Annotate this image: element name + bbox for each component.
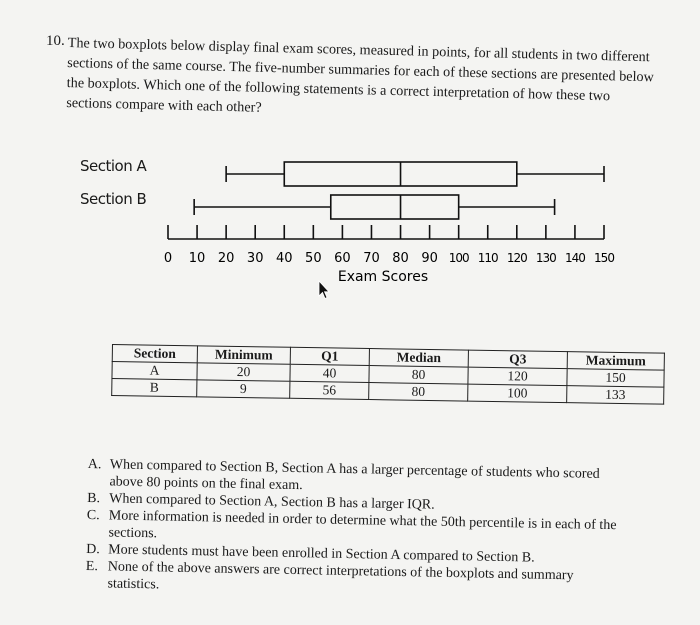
- section-b-label: Section B: [80, 190, 147, 208]
- axis-title: Exam Scores: [337, 269, 429, 285]
- tick-label: 30: [246, 251, 264, 266]
- col-header: Minimum: [197, 346, 290, 364]
- tick-label: 120: [506, 251, 527, 265]
- tick-label: 60: [334, 251, 351, 266]
- tick-label: 80: [392, 251, 409, 266]
- table-cell: 40: [290, 364, 369, 382]
- table-cell: 100: [468, 384, 567, 403]
- choice-text: When compared to Section A, Section B has a larger IQR.: [109, 491, 435, 513]
- axis-layer: [164, 225, 614, 266]
- choice-letter: B.: [87, 490, 101, 507]
- tick-label: 150: [594, 251, 614, 265]
- tick-label: 40: [275, 251, 293, 266]
- table-cell: 20: [197, 363, 290, 381]
- tick-label: 50: [305, 251, 322, 266]
- choice-text: More students must have been enrolled in Section A compared to Section B.: [108, 542, 535, 566]
- table-cell: 150: [567, 369, 664, 388]
- section-b-box: [331, 195, 459, 219]
- table-cell: B: [112, 379, 197, 397]
- col-header: Section: [112, 345, 197, 363]
- tick-label: 90: [421, 251, 438, 266]
- choice-text: More information is needed in order to determine what the 50th percentile is in each of the sections.: [108, 508, 617, 542]
- table-cell: 9: [197, 380, 290, 398]
- tick-label: 70: [363, 251, 380, 266]
- choice-text: None of the above answers are correct interpretations of the boxplots and summary statistics.: [107, 559, 574, 593]
- table-cell: 133: [567, 386, 664, 405]
- mouse-cursor-icon: [317, 280, 331, 300]
- answer-choices: [85, 456, 628, 602]
- choice-letter: E.: [85, 558, 99, 575]
- col-header: Maximum: [567, 352, 664, 371]
- question-text: The two boxplots below display final exam scores, measured in points, for all students in two different sections of the same course. The five-number summaries for each of these sections are presented below the boxplots. Which one of the following statements is a correct interpretation of how these two sections compare with each other?: [66, 34, 655, 116]
- choice-letter: C.: [86, 507, 100, 524]
- tick-label: 10: [188, 251, 206, 266]
- table-cell: 56: [290, 381, 369, 399]
- choice-text: When compared to Section B, Section A has a larger percentage of students who scored above 80 points on the final exam.: [109, 457, 600, 494]
- table-cell: A: [112, 362, 197, 380]
- table-cell: 120: [468, 367, 567, 386]
- question-number: 10.: [46, 33, 65, 49]
- section-a-label: Section A: [80, 157, 147, 175]
- tick-label: 100: [448, 251, 469, 265]
- tick-label: 0: [163, 251, 173, 266]
- tick-label: 140: [564, 251, 585, 265]
- tick-label: 110: [477, 251, 498, 265]
- table-cell: 80: [369, 366, 468, 385]
- choice-letter: D.: [86, 541, 100, 558]
- five-number-summary-table: [111, 344, 665, 405]
- col-header: Median: [369, 349, 468, 368]
- table-cell: 80: [369, 383, 468, 402]
- col-header: Q3: [468, 350, 567, 369]
- col-header: Q1: [290, 347, 369, 365]
- boxplot-chart: [0, 0, 700, 300]
- choice-letter: A.: [87, 456, 102, 473]
- boxplot-layer: [194, 162, 604, 219]
- tick-label: 20: [217, 251, 235, 266]
- tick-label: 130: [535, 251, 556, 265]
